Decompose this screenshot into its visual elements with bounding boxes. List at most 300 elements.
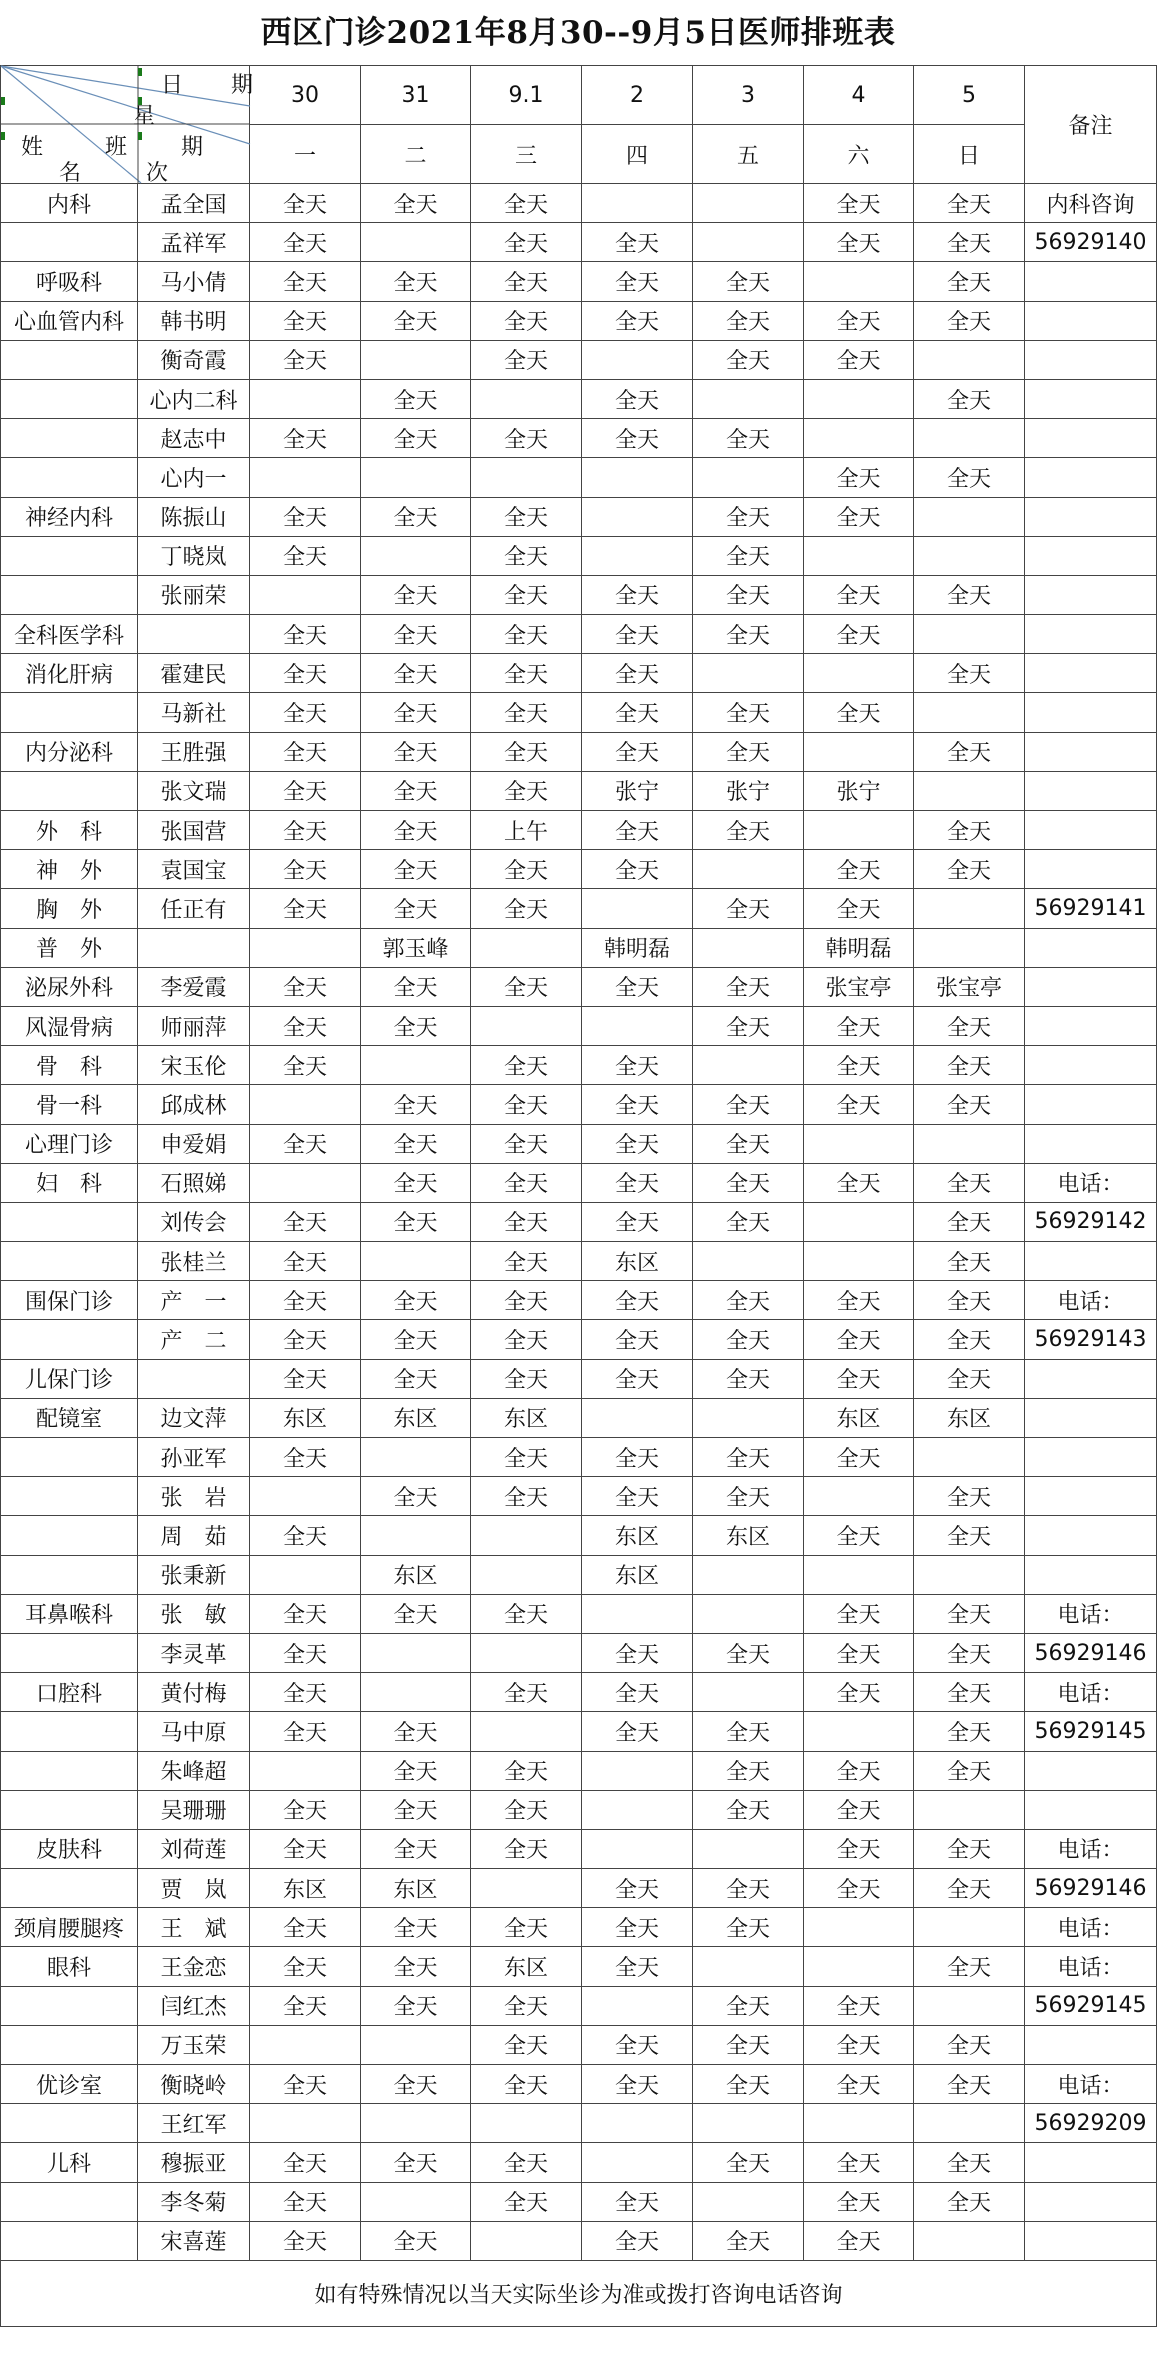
shift-cell: 全天 — [250, 223, 361, 262]
shift-cell: 全天 — [914, 1829, 1025, 1868]
shift-cell: 全天 — [250, 732, 361, 771]
shift-cell: 全天 — [250, 1359, 361, 1398]
shift-cell: 全天 — [471, 262, 582, 301]
shift-cell — [361, 1516, 471, 1555]
shift-cell: 全天 — [914, 1869, 1025, 1908]
shift-cell: 全天 — [693, 262, 804, 301]
shift-cell: 全天 — [804, 1046, 914, 1085]
shift-cell — [914, 2221, 1025, 2260]
shift-cell: 全天 — [361, 1712, 471, 1751]
table-row — [1, 1869, 1157, 1908]
shift-cell — [804, 654, 914, 693]
table-row — [1, 1751, 1157, 1790]
department-cell — [1, 1869, 138, 1908]
shift-cell: 全天 — [693, 497, 804, 536]
table-row — [1, 811, 1157, 850]
shift-cell: 全天 — [582, 1908, 693, 1947]
shift-cell: 全天 — [914, 811, 1025, 850]
shift-cell: 全天 — [471, 2025, 582, 2064]
shift-cell: 全天 — [361, 419, 471, 458]
shift-cell: 东区 — [914, 1398, 1025, 1437]
shift-cell: 全天 — [361, 1202, 471, 1241]
shift-cell: 东区 — [471, 1947, 582, 1986]
table-row — [1, 967, 1157, 1006]
department-cell: 内分泌科 — [1, 732, 138, 771]
table-row — [1, 340, 1157, 379]
shift-cell: 全天 — [471, 1790, 582, 1829]
shift-cell: 全天 — [804, 458, 914, 497]
shift-cell: 东区 — [582, 1555, 693, 1594]
shift-cell — [914, 928, 1025, 967]
shift-cell: 全天 — [693, 889, 804, 928]
weekday-header: 二 — [361, 125, 471, 184]
shift-cell: 东区 — [250, 1869, 361, 1908]
shift-cell: 全天 — [250, 1712, 361, 1751]
shift-cell: 全天 — [471, 771, 582, 810]
shift-cell: 全天 — [914, 1046, 1025, 1085]
shift-cell: 韩明磊 — [582, 928, 693, 967]
table-row — [1, 379, 1157, 418]
doctor-name-cell: 万玉荣 — [138, 2025, 250, 2064]
shift-cell — [250, 1163, 361, 1202]
shift-cell: 全天 — [250, 615, 361, 654]
shift-cell — [914, 2104, 1025, 2143]
shift-cell: 全天 — [471, 1046, 582, 1085]
shift-cell — [582, 1751, 693, 1790]
shift-cell: 全天 — [361, 1790, 471, 1829]
shift-cell: 全天 — [471, 1202, 582, 1241]
shift-cell: 张宁 — [693, 771, 804, 810]
shift-cell: 全天 — [582, 2065, 693, 2104]
shift-cell — [804, 262, 914, 301]
remark-cell — [1025, 811, 1157, 850]
shift-cell: 全天 — [693, 1163, 804, 1202]
remark-cell — [1025, 458, 1157, 497]
shift-cell: 全天 — [361, 575, 471, 614]
shift-cell: 全天 — [361, 1006, 471, 1045]
doctor-name-cell: 王胜强 — [138, 732, 250, 771]
remark-cell — [1025, 497, 1157, 536]
shift-cell: 全天 — [361, 1947, 471, 1986]
shift-cell — [693, 928, 804, 967]
doctor-name-cell: 马新社 — [138, 693, 250, 732]
shift-cell: 全天 — [582, 1673, 693, 1712]
date-header: 4 — [804, 66, 914, 125]
shift-cell — [250, 1751, 361, 1790]
remark-cell — [1025, 732, 1157, 771]
remark-cell: 56929142 — [1025, 1202, 1157, 1241]
shift-cell: 全天 — [471, 1594, 582, 1633]
shift-cell: 全天 — [361, 732, 471, 771]
shift-cell — [582, 497, 693, 536]
shift-cell — [693, 1673, 804, 1712]
table-row — [1, 2221, 1157, 2260]
corner-label-shift2: 次 — [146, 161, 169, 186]
doctor-name-cell: 张桂兰 — [138, 1242, 250, 1281]
department-cell: 口腔科 — [1, 1673, 138, 1712]
shift-cell — [250, 1085, 361, 1124]
shift-cell: 全天 — [250, 1281, 361, 1320]
remark-cell — [1025, 2221, 1157, 2260]
shift-cell: 全天 — [693, 2143, 804, 2182]
corner-label-name2: 名 — [59, 161, 82, 186]
table-row — [1, 301, 1157, 340]
corner-label-week2: 期 — [181, 135, 204, 160]
shift-cell: 全天 — [582, 1477, 693, 1516]
shift-cell: 全天 — [804, 1359, 914, 1398]
remark-cell — [1025, 771, 1157, 810]
department-cell: 骨一科 — [1, 1085, 138, 1124]
shift-cell: 全天 — [582, 1947, 693, 1986]
table-row — [1, 1242, 1157, 1281]
department-cell: 颈肩腰腿疼 — [1, 1908, 138, 1947]
shift-cell: 全天 — [471, 575, 582, 614]
corner-label-week: 星 — [133, 104, 156, 129]
shift-cell — [471, 379, 582, 418]
doctor-name-cell: 黄付梅 — [138, 1673, 250, 1712]
shift-cell: 全天 — [471, 1751, 582, 1790]
shift-cell: 全天 — [914, 654, 1025, 693]
shift-cell — [914, 889, 1025, 928]
doctor-name-cell: 李灵革 — [138, 1633, 250, 1672]
department-cell: 风湿骨病 — [1, 1006, 138, 1045]
department-cell: 内科 — [1, 184, 138, 223]
shift-cell: 全天 — [361, 1320, 471, 1359]
shift-cell: 全天 — [582, 301, 693, 340]
department-cell: 神经内科 — [1, 497, 138, 536]
shift-cell — [804, 1555, 914, 1594]
department-cell: 心理门诊 — [1, 1124, 138, 1163]
department-cell — [1, 536, 138, 575]
shift-cell — [471, 1633, 582, 1672]
shift-cell: 全天 — [914, 850, 1025, 889]
department-cell — [1, 1986, 138, 2025]
shift-cell: 全天 — [471, 184, 582, 223]
corner-label-shift: 班 — [105, 135, 128, 160]
shift-cell: 全天 — [471, 1477, 582, 1516]
shift-cell — [804, 1477, 914, 1516]
shift-cell: 全天 — [693, 1908, 804, 1947]
shift-cell: 全天 — [361, 1908, 471, 1947]
shift-cell: 全天 — [582, 693, 693, 732]
department-cell — [1, 1516, 138, 1555]
remark-cell: 电话： — [1025, 1908, 1157, 1947]
table-row — [1, 1398, 1157, 1437]
shift-cell: 全天 — [361, 2221, 471, 2260]
doctor-name-cell: 宋喜莲 — [138, 2221, 250, 2260]
shift-cell: 郭玉峰 — [361, 928, 471, 967]
department-cell: 心血管内科 — [1, 301, 138, 340]
remark-cell — [1025, 1124, 1157, 1163]
department-cell: 儿科 — [1, 2143, 138, 2182]
shift-cell — [361, 340, 471, 379]
shift-cell: 全天 — [804, 1790, 914, 1829]
table-row — [1, 223, 1157, 262]
department-cell — [1, 1202, 138, 1241]
table-row — [1, 262, 1157, 301]
doctor-name-cell: 闫红杰 — [138, 1986, 250, 2025]
shift-cell — [582, 1594, 693, 1633]
doctor-name-cell: 袁国宝 — [138, 850, 250, 889]
shift-cell: 全天 — [914, 184, 1025, 223]
department-cell: 优诊室 — [1, 2065, 138, 2104]
shift-cell: 全天 — [361, 1751, 471, 1790]
doctor-name-cell: 王金恋 — [138, 1947, 250, 1986]
department-cell — [1, 1633, 138, 1672]
date-header: 3 — [693, 66, 804, 125]
remark-cell — [1025, 1085, 1157, 1124]
shift-cell — [582, 2104, 693, 2143]
shift-cell: 全天 — [471, 889, 582, 928]
shift-cell: 全天 — [361, 301, 471, 340]
doctor-name-cell: 任正有 — [138, 889, 250, 928]
shift-cell: 全天 — [804, 615, 914, 654]
shift-cell: 全天 — [914, 732, 1025, 771]
shift-cell: 全天 — [804, 850, 914, 889]
shift-cell: 全天 — [693, 1751, 804, 1790]
shift-cell: 全天 — [250, 1829, 361, 1868]
remark-cell — [1025, 1477, 1157, 1516]
doctor-name-cell: 王 斌 — [138, 1908, 250, 1947]
shift-cell: 全天 — [693, 2025, 804, 2064]
department-cell: 泌尿外科 — [1, 967, 138, 1006]
shift-cell: 全天 — [361, 1477, 471, 1516]
shift-cell — [471, 1006, 582, 1045]
department-cell: 皮肤科 — [1, 1829, 138, 1868]
shift-cell: 全天 — [582, 1046, 693, 1085]
shift-cell: 全天 — [361, 1986, 471, 2025]
table-row — [1, 732, 1157, 771]
shift-cell: 全天 — [914, 1085, 1025, 1124]
shift-cell: 全天 — [250, 850, 361, 889]
shift-cell: 全天 — [804, 1869, 914, 1908]
shift-cell — [804, 419, 914, 458]
remark-cell — [1025, 654, 1157, 693]
shift-cell: 全天 — [914, 1359, 1025, 1398]
shift-cell — [582, 458, 693, 497]
shift-cell — [914, 1555, 1025, 1594]
shift-cell — [693, 1242, 804, 1281]
shift-cell: 全天 — [471, 2065, 582, 2104]
shift-cell: 韩明磊 — [804, 928, 914, 967]
shift-cell: 全天 — [582, 1712, 693, 1751]
shift-cell: 全天 — [914, 1712, 1025, 1751]
shift-cell: 全天 — [250, 1320, 361, 1359]
shift-cell: 东区 — [471, 1398, 582, 1437]
shift-cell: 全天 — [250, 1790, 361, 1829]
doctor-name-cell — [138, 928, 250, 967]
remark-cell: 56929145 — [1025, 1712, 1157, 1751]
table-row — [1, 2182, 1157, 2221]
remark-header: 备注 — [1025, 66, 1157, 184]
shift-cell: 全天 — [361, 771, 471, 810]
shift-cell: 全天 — [582, 1359, 693, 1398]
shift-cell: 全天 — [471, 340, 582, 379]
shift-cell: 东区 — [693, 1516, 804, 1555]
weekday-header: 一 — [250, 125, 361, 184]
shift-cell: 全天 — [471, 732, 582, 771]
shift-cell — [693, 223, 804, 262]
shift-cell: 全天 — [693, 693, 804, 732]
table-row — [1, 458, 1157, 497]
shift-cell — [693, 458, 804, 497]
shift-cell: 全天 — [361, 850, 471, 889]
shift-cell: 全天 — [693, 340, 804, 379]
shift-cell: 全天 — [361, 2143, 471, 2182]
shift-cell — [582, 340, 693, 379]
remark-cell: 电话： — [1025, 1947, 1157, 1986]
shift-cell: 东区 — [361, 1555, 471, 1594]
remark-cell — [1025, 850, 1157, 889]
shift-cell: 全天 — [582, 1869, 693, 1908]
shift-cell: 全天 — [361, 615, 471, 654]
remark-cell — [1025, 536, 1157, 575]
shift-cell: 全天 — [361, 497, 471, 536]
shift-cell — [804, 1124, 914, 1163]
shift-cell — [693, 850, 804, 889]
doctor-name-cell: 周 茹 — [138, 1516, 250, 1555]
shift-cell: 全天 — [582, 1281, 693, 1320]
shift-cell: 全天 — [361, 889, 471, 928]
shift-cell — [471, 1869, 582, 1908]
shift-cell — [250, 1477, 361, 1516]
table-row — [1, 536, 1157, 575]
shift-cell: 全天 — [914, 379, 1025, 418]
shift-cell: 全天 — [804, 1516, 914, 1555]
department-cell — [1, 1751, 138, 1790]
shift-cell: 东区 — [804, 1398, 914, 1437]
doctor-name-cell: 霍建民 — [138, 654, 250, 693]
remark-cell — [1025, 1359, 1157, 1398]
remark-cell — [1025, 2143, 1157, 2182]
shift-cell — [582, 1398, 693, 1437]
doctor-name-cell: 张秉新 — [138, 1555, 250, 1594]
table-row — [1, 1281, 1157, 1320]
shift-cell — [582, 1790, 693, 1829]
remark-cell — [1025, 1242, 1157, 1281]
shift-cell — [582, 889, 693, 928]
shift-cell: 张宝亭 — [804, 967, 914, 1006]
shift-cell: 全天 — [471, 693, 582, 732]
date-header: 5 — [914, 66, 1025, 125]
shift-cell — [250, 379, 361, 418]
shift-cell: 全天 — [250, 497, 361, 536]
shift-cell: 全天 — [693, 1438, 804, 1477]
shift-cell: 全天 — [471, 1438, 582, 1477]
remark-cell: 电话： — [1025, 1673, 1157, 1712]
shift-cell: 全天 — [471, 1320, 582, 1359]
shift-cell: 全天 — [693, 1006, 804, 1045]
shift-cell: 全天 — [471, 1163, 582, 1202]
remark-cell: 电话： — [1025, 1829, 1157, 1868]
shift-cell — [804, 1908, 914, 1947]
shift-cell: 全天 — [471, 419, 582, 458]
department-cell: 全科医学科 — [1, 615, 138, 654]
shift-cell — [582, 2143, 693, 2182]
remark-cell — [1025, 1555, 1157, 1594]
shift-cell: 全天 — [361, 1359, 471, 1398]
shift-cell: 全天 — [914, 1594, 1025, 1633]
shift-cell: 全天 — [693, 1790, 804, 1829]
shift-cell: 全天 — [693, 419, 804, 458]
shift-cell: 全天 — [250, 1124, 361, 1163]
date-header: 31 — [361, 66, 471, 125]
department-cell: 普 外 — [1, 928, 138, 967]
shift-cell: 全天 — [693, 1869, 804, 1908]
shift-cell: 全天 — [582, 223, 693, 262]
table-row — [1, 1908, 1157, 1947]
shift-cell: 张宝亭 — [914, 967, 1025, 1006]
shift-cell — [804, 811, 914, 850]
shift-cell — [471, 928, 582, 967]
shift-cell: 全天 — [582, 419, 693, 458]
shift-cell: 全天 — [250, 301, 361, 340]
shift-cell — [914, 615, 1025, 654]
doctor-name-cell: 邱成林 — [138, 1085, 250, 1124]
shift-cell: 全天 — [250, 967, 361, 1006]
table-row — [1, 1438, 1157, 1477]
shift-cell — [804, 1947, 914, 1986]
remark-cell — [1025, 301, 1157, 340]
table-row — [1, 1359, 1157, 1398]
shift-cell — [914, 497, 1025, 536]
shift-cell: 全天 — [693, 301, 804, 340]
shift-cell: 全天 — [914, 223, 1025, 262]
remark-cell — [1025, 1516, 1157, 1555]
table-row — [1, 1163, 1157, 1202]
shift-cell: 东区 — [361, 1869, 471, 1908]
shift-cell: 全天 — [693, 1986, 804, 2025]
shift-cell — [914, 419, 1025, 458]
shift-cell: 全天 — [582, 1163, 693, 1202]
department-cell — [1, 693, 138, 732]
shift-cell — [582, 536, 693, 575]
department-cell: 配镜室 — [1, 1398, 138, 1437]
shift-cell — [804, 379, 914, 418]
department-cell: 围保门诊 — [1, 1281, 138, 1320]
table-row — [1, 1673, 1157, 1712]
shift-cell — [914, 693, 1025, 732]
shift-cell — [582, 1006, 693, 1045]
page-title: 西区门诊2021年8月30--9月5日医师排班表 — [260, 15, 896, 51]
shift-cell: 全天 — [804, 1438, 914, 1477]
table-row — [1, 2025, 1157, 2064]
shift-cell — [471, 2104, 582, 2143]
table-row — [1, 575, 1157, 614]
shift-cell: 全天 — [361, 1085, 471, 1124]
shift-cell: 全天 — [804, 1006, 914, 1045]
shift-cell — [693, 1398, 804, 1437]
remark-cell: 电话： — [1025, 1163, 1157, 1202]
table-row — [1, 850, 1157, 889]
remark-cell — [1025, 1751, 1157, 1790]
department-cell — [1, 1438, 138, 1477]
shift-cell — [471, 2221, 582, 2260]
doctor-name-cell: 朱峰超 — [138, 1751, 250, 1790]
shift-cell: 全天 — [693, 1477, 804, 1516]
department-cell — [1, 575, 138, 614]
shift-cell: 全天 — [804, 301, 914, 340]
shift-cell: 全天 — [914, 1633, 1025, 1672]
remark-cell — [1025, 2182, 1157, 2221]
corner-diagonals — [1, 66, 250, 183]
table-row — [1, 1006, 1157, 1045]
doctor-name-cell: 师丽萍 — [138, 1006, 250, 1045]
table-row — [1, 889, 1157, 928]
remark-cell — [1025, 693, 1157, 732]
doctor-name-cell: 丁晓岚 — [138, 536, 250, 575]
shift-cell: 全天 — [250, 1202, 361, 1241]
